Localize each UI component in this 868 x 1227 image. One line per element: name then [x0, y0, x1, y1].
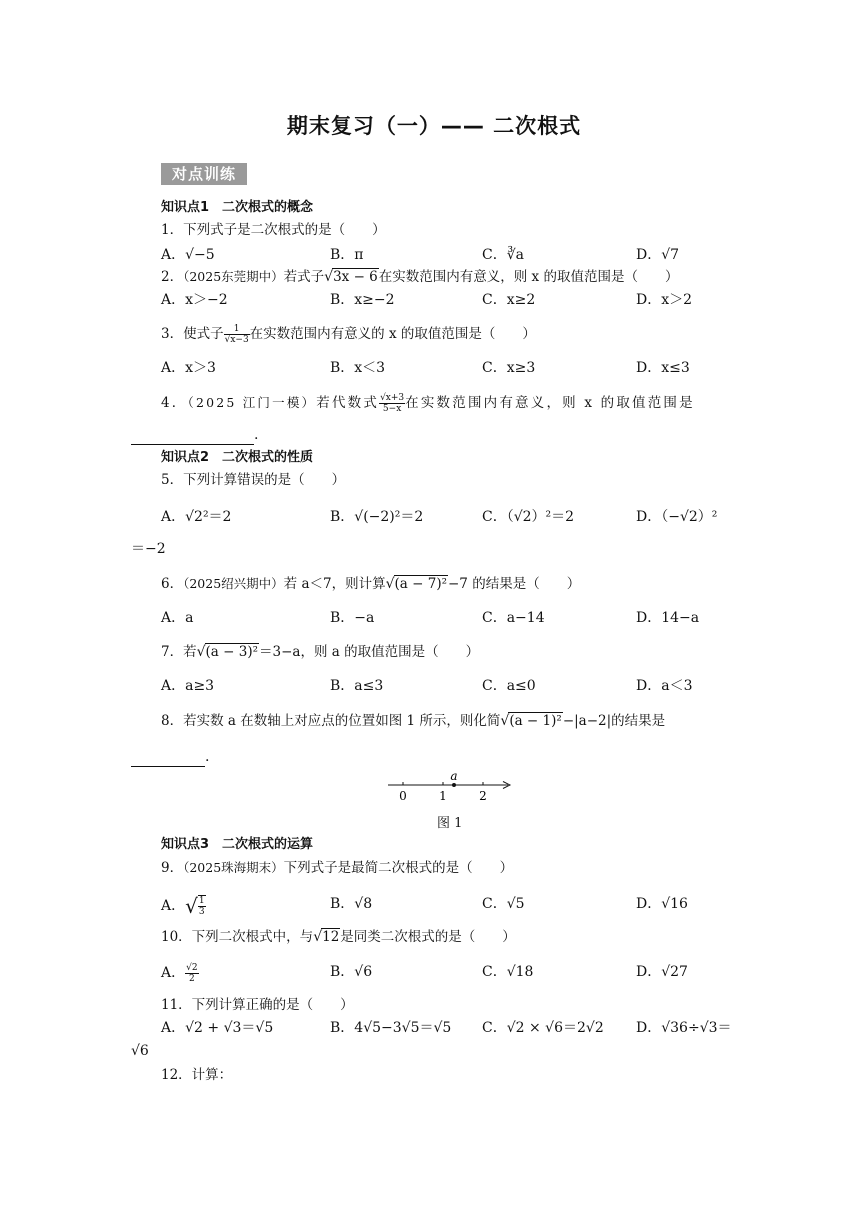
point-a-marker [452, 783, 456, 787]
radical-sign-icon: √ [185, 894, 198, 918]
question-6-text-post: −7 的结果是（ ） [448, 576, 581, 592]
question-11-option-b: B．4√5−3√5＝√5 [330, 1020, 452, 1036]
question-4-text-pre: 若代数式 [316, 395, 380, 411]
question-6-option-c: C．a−14 [482, 610, 545, 626]
question-7-option-a: A．a≥3 [161, 678, 215, 694]
question-4-stem [161, 391, 695, 415]
question-4-end: . [254, 427, 259, 443]
radical-sign-icon: √ [313, 929, 323, 945]
question-7-option-b: B．a≤3 [330, 678, 384, 694]
question-10-option-a [161, 960, 199, 986]
question-9-text: 下列式子是最简二次根式的是（ ） [283, 860, 514, 876]
radical-sign-icon: √ [500, 713, 510, 729]
question-4-fraction-numerator: √x+3 [380, 393, 405, 403]
question-1-stem: 1．下列式子是二次根式的是（ ） [161, 222, 386, 238]
question-5-option-d: D．（−√2）² [636, 509, 718, 525]
tick-label-2: 2 [479, 789, 487, 803]
question-2-source: （2025东莞期中） [183, 269, 284, 284]
question-4-answer-line [131, 426, 258, 445]
question-1-option-d: D．√7 [636, 247, 680, 263]
question-3-text-post: 在实数范围内有意义的 x 的取值范围是（ ） [249, 326, 536, 342]
radical-sign-icon: √ [385, 576, 395, 592]
question-9-option-a-denominator: 3 [198, 907, 205, 917]
question-2-number: 2． [161, 269, 184, 285]
page-title: 期末复习（一）—— 二次根式 [286, 114, 582, 138]
tick-label-0: 0 [399, 789, 407, 803]
question-10-option-a-letter: A． [161, 965, 186, 981]
question-10-text-pre: 10．下列二次根式中，与 [161, 929, 314, 945]
question-4-text-post: 在实数范围内有意义，则 x 的取值范围是 [405, 395, 695, 411]
question-8-text-pre: 8．若实数 a 在数轴上对应点的位置如图 1 所示，则化简 [161, 713, 501, 729]
question-7-stem [161, 643, 479, 661]
question-8-radicand: (a − 1)² [509, 713, 562, 729]
question-6-number: 6． [161, 576, 184, 592]
question-9-option-a-fraction [198, 895, 206, 917]
question-10-option-a-fraction [185, 963, 198, 984]
question-8-stem [161, 712, 665, 730]
question-3-fraction-denominator: √x−3 [224, 335, 249, 345]
question-1-option-b: B．π [330, 247, 364, 263]
question-1-option-c: C．∛a [482, 247, 524, 263]
question-11-option-d: D．√36÷√3＝ [636, 1020, 732, 1036]
question-9-option-a-numerator: 1 [198, 896, 205, 906]
question-3-fraction-numerator: 1 [224, 324, 250, 335]
question-12-stem: 12．计算： [161, 1067, 233, 1083]
question-3-option-b: B．x＜3 [330, 360, 386, 376]
section-tag: 对点训练 [161, 163, 247, 185]
question-6-stem [161, 575, 580, 593]
question-9-number: 9． [161, 860, 184, 876]
tick-label-1: 1 [439, 789, 447, 803]
question-10-option-a-denominator: 2 [188, 973, 195, 984]
question-8-answer-line [131, 748, 209, 767]
question-10-option-c: C．√18 [482, 964, 534, 980]
question-11-option-a: A．√2 + √3＝√5 [161, 1020, 274, 1036]
question-2-option-a: A．x＞−2 [161, 292, 228, 308]
question-8-text-post: −|a−2|的结果是 [562, 713, 666, 729]
question-3-option-c: C．x≥3 [482, 360, 536, 376]
point-a-label: a [450, 769, 458, 783]
question-3-option-d: D．x≤3 [636, 360, 690, 376]
question-2-option-d: D．x＞2 [636, 292, 693, 308]
question-7-text-post: ＝3−a，则 a 的取值范围是（ ） [259, 644, 480, 660]
question-4-fraction-denominator: 5−x [382, 404, 402, 414]
question-2-stem [161, 268, 678, 286]
question-5-option-a: A．√2²＝2 [161, 509, 232, 525]
question-1-option-a: A．√−5 [161, 247, 215, 263]
question-5-option-d-continued: ＝−2 [131, 541, 166, 557]
question-2-option-b: B．x≥−2 [330, 292, 395, 308]
question-7-radicand: (a − 3)² [205, 644, 258, 660]
number-line-figure [380, 768, 520, 808]
question-3-stem [161, 322, 536, 346]
figure-caption: 图 1 [437, 816, 463, 831]
question-3-option-a: A．x＞3 [161, 360, 216, 376]
question-4-source: （2025 江门一模） [187, 395, 317, 410]
question-2-text-pre: 若式子 [283, 269, 325, 285]
question-2-text-post: 在实数范围内有意义，则 x 的取值范围是（ ） [378, 269, 679, 285]
question-10-option-d: D．√27 [636, 964, 688, 980]
question-11-option-d-continued: √6 [131, 1043, 149, 1059]
question-3-text-pre: 3．使式子 [161, 326, 224, 342]
question-2-radicand: 3x − 6 [333, 269, 378, 285]
question-9-option-a [161, 893, 206, 919]
question-9-option-a-letter: A． [161, 898, 186, 914]
question-9-option-c: C．√5 [482, 896, 525, 912]
question-9-option-b: B．√8 [330, 896, 373, 912]
answer-blank[interactable] [131, 748, 205, 767]
question-2-option-c: C．x≥2 [482, 292, 536, 308]
question-8-end: . [205, 749, 210, 765]
question-6-option-b: B．−a [330, 610, 375, 626]
question-4-fraction [379, 393, 405, 414]
question-6-option-d: D．14−a [636, 610, 700, 626]
question-10-radicand: 12 [322, 929, 340, 945]
question-9-option-d: D．√16 [636, 896, 688, 912]
question-5-option-b: B．√(−2)²＝2 [330, 509, 424, 525]
answer-blank[interactable] [131, 426, 254, 445]
question-4-number: 4． [161, 395, 188, 411]
question-9-stem [161, 859, 513, 877]
question-10-option-b: B．√6 [330, 964, 373, 980]
question-7-text-pre: 7．若 [161, 644, 197, 660]
knowledge-point-3-heading: 知识点3 二次根式的运算 [161, 837, 314, 852]
question-10-text-post: 是同类二次根式的是（ ） [340, 929, 516, 945]
question-6-radicand: (a − 7)² [394, 576, 447, 592]
radical-sign-icon: √ [324, 269, 334, 285]
question-6-source: （2025绍兴期中） [183, 576, 284, 591]
question-5-stem: 5．下列计算错误的是（ ） [161, 472, 346, 488]
question-6-text-pre: 若 a＜7，则计算 [283, 576, 386, 592]
question-11-stem: 11．下列计算正确的是（ ） [161, 997, 354, 1013]
radical-sign-icon: √ [196, 644, 206, 660]
question-6-option-a: A．a [161, 610, 194, 626]
question-11-option-c: C．√2 × √6＝2√2 [482, 1020, 604, 1036]
question-5-option-c: C．（√2）²＝2 [482, 509, 575, 525]
question-10-option-a-numerator: √2 [186, 962, 198, 973]
question-7-option-d: D．a＜3 [636, 678, 693, 694]
knowledge-point-1-heading: 知识点1 二次根式的概念 [161, 200, 314, 215]
question-3-fraction [224, 324, 250, 345]
question-7-option-c: C．a≤0 [482, 678, 536, 694]
knowledge-point-2-heading: 知识点2 二次根式的性质 [161, 450, 314, 465]
question-9-source: （2025珠海期末） [183, 860, 284, 875]
question-10-stem [161, 928, 516, 946]
